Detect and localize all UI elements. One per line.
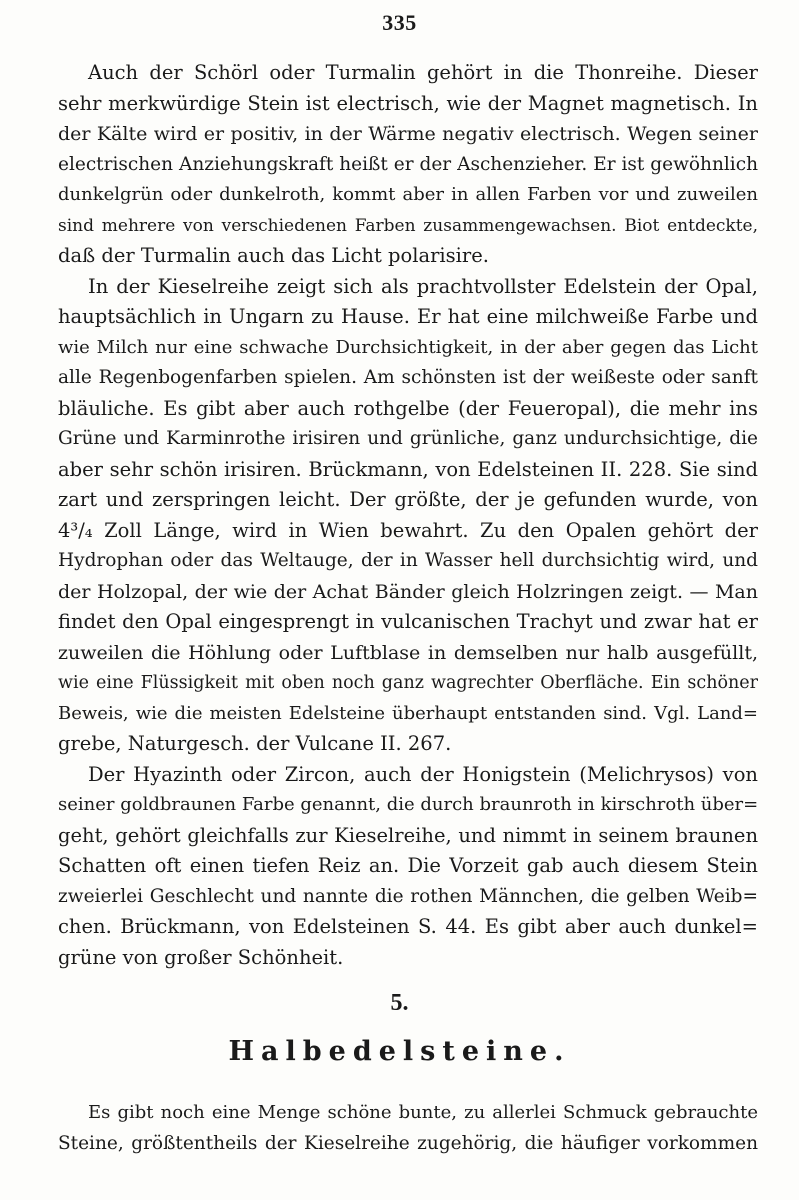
text-line: grüne von großer Schönheit. xyxy=(58,945,344,969)
text-line: wie Milch nur eine schwache Durchsichtigkeit, in der aber gegen das Licht xyxy=(58,336,758,358)
text-line: Es gibt noch eine Menge schöne bunte, zu allerlei Schmuck gebrauchte xyxy=(88,1102,758,1123)
paragraph-hyazinth xyxy=(58,760,758,974)
paragraph-opal xyxy=(58,272,758,760)
text-line: Auch der Schörl oder Turmalin gehört in die Thonreihe. Dieser xyxy=(88,61,758,84)
text-line: zart und zerspringen leicht. Der größte, der je gefunden wurde, von xyxy=(58,488,758,511)
text-line: Hydrophan oder das Weltauge, der in Wasser hell durchsichtig wird, und xyxy=(58,550,758,571)
text-line: daß der Turmalin auch das Licht polarisire. xyxy=(58,244,489,267)
text-line: der Kälte wird er positiv, in der Wärme negativ electrisch. Wegen seiner xyxy=(58,123,758,145)
page-number: 335 xyxy=(382,10,417,35)
text-line: wie eine Flüssigkeit mit oben noch ganz wagrechter Oberfläche. Ein schöner xyxy=(58,673,758,693)
text-line: Der Hyazinth oder Zircon, auch der Honigstein (Melichrysos) von xyxy=(88,762,758,786)
paragraph-turmalin xyxy=(58,58,758,272)
text-line: findet den Opal eingesprengt in vulcanischen Trachyt und zwar hat er xyxy=(58,610,758,633)
text-line: geht, gehört gleichfalls zur Kieselreihe, und nimmt in seinem braunen xyxy=(58,823,758,847)
text-line: chen. Brückmann, von Edelsteinen S. 44. Es gibt aber auch dunkel= xyxy=(58,915,758,938)
text-line: hauptsächlich in Ungarn zu Hause. Er hat eine milchweiße Farbe und xyxy=(58,305,758,328)
text-line: seiner goldbraunen Farbe genannt, die durch braunroth in kirschroth über= xyxy=(58,794,758,815)
paragraph-halbedelsteine xyxy=(58,1098,758,1159)
text-line: zweierlei Geschlecht und nannte die rothen Männchen, die gelben Weib= xyxy=(58,885,758,907)
text-line: sehr merkwürdige Stein ist electrisch, wie der Magnet magnetisch. In xyxy=(58,91,758,115)
text-line: Steine, größtentheils der Kieselreihe zugehörig, die häufiger vorkommen xyxy=(58,1132,758,1154)
body-text xyxy=(58,58,758,973)
text-line: Beweis, wie die meisten Edelsteine überhaupt entstanden sind. Vgl. Land= xyxy=(58,702,758,724)
text-line: der Holzopal, der wie der Achat Bänder gleich Holzringen zeigt. — Man xyxy=(58,580,758,603)
section-number: 5. xyxy=(390,990,409,1016)
text-line: 4³/₄ Zoll Länge, wird in Wien bewahrt. Zu den Opalen gehört der xyxy=(58,518,758,542)
text-line: aber sehr schön irisiren. Brückmann, von Edelsteinen II. 228. Sie sind xyxy=(58,457,758,481)
text-line: alle Regenbogenfarben spielen. Am schönsten ist der weißeste oder sanft xyxy=(58,367,758,388)
text-line: zuweilen die Höhlung oder Luftblase in demselben nur halb ausgefüllt, xyxy=(58,641,758,664)
section-title: Halbedelsteine. xyxy=(228,1036,571,1067)
text-line: dunkelgrün oder dunkelroth, kommt aber in allen Farben vor und zuweilen xyxy=(58,184,758,205)
text-line: Schatten oft einen tiefen Reiz an. Die Vorzeit gab auch diesem Stein xyxy=(58,854,758,877)
text-line: Grüne und Karminrothe irisiren und grünliche, ganz undurchsichtige, die xyxy=(58,428,758,449)
text-line: sind mehrere von verschiedenen Farben zusammengewachsen. Biot entdeckte, xyxy=(58,215,758,236)
text-line: electrischen Anziehungskraft heißt er der Aschenzieher. Er ist gewöhnlich xyxy=(58,153,758,175)
text-line: grebe, Naturgesch. der Vulcane II. 267. xyxy=(58,732,452,755)
text-line: bläuliche. Es gibt aber auch rothgelbe (der Feueropal), die mehr ins xyxy=(58,396,758,420)
text-line: In der Kieselreihe zeigt sich als prachtvollster Edelstein der Opal, xyxy=(88,274,758,298)
